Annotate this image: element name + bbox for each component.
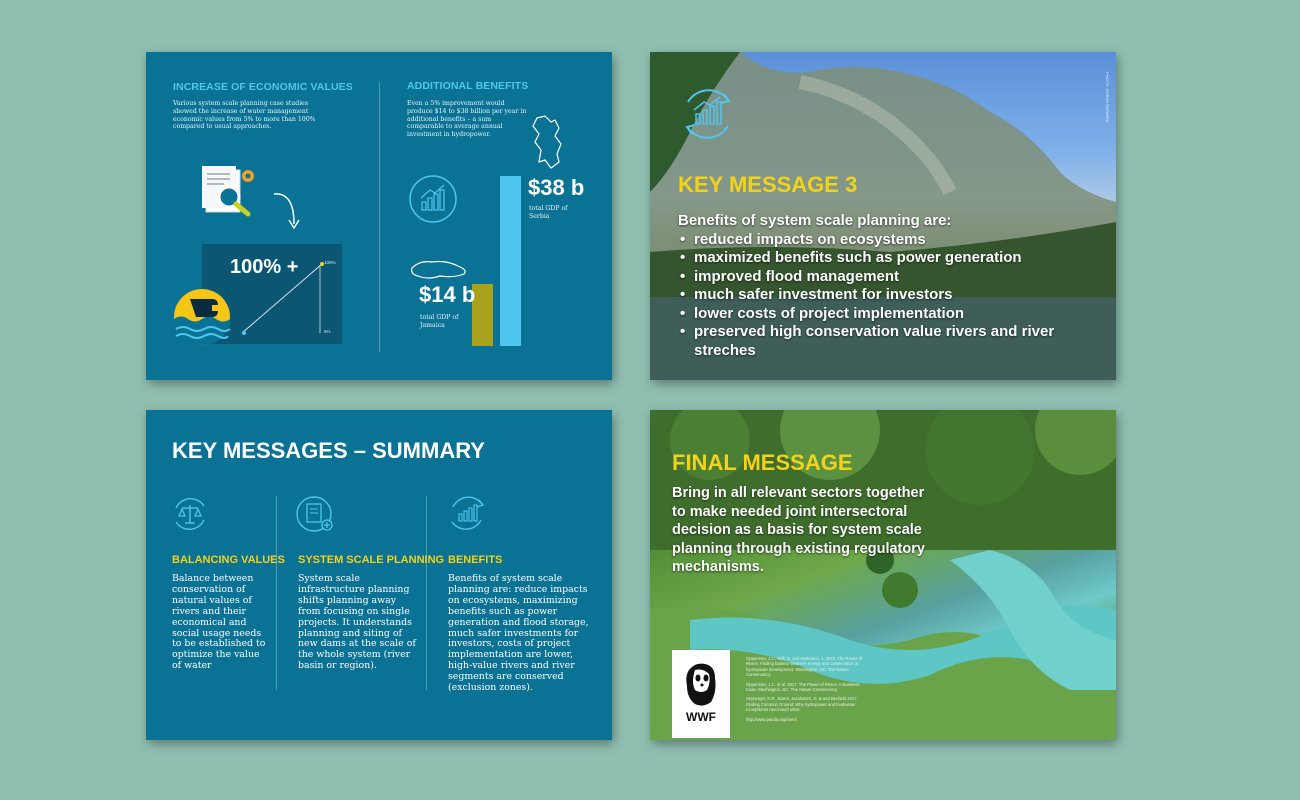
slide-final-message — [650, 410, 1116, 740]
list-item: • preserved high conservation value rivers and river streches — [694, 323, 1098, 360]
bar-jamaica-caption: total GDP of Jamaica — [420, 314, 459, 329]
slide-summary — [146, 410, 612, 740]
scale-balance-icon — [170, 494, 210, 534]
increase-text: Various system scale planning case studies showed the increase of water management economic values from 5% to more than 100% compared to usual approaches. — [173, 100, 316, 131]
benefits-growth-icon — [446, 492, 488, 534]
document-magnifier-icon — [202, 164, 262, 222]
references — [746, 656, 866, 722]
planning-document-icon — [296, 494, 336, 534]
key-message-3-lead: Benefits of system scale planning are: — [678, 212, 952, 229]
chart-top-label: 100% — [324, 260, 336, 265]
growth-circle-icon — [408, 174, 458, 224]
final-message-title: FINAL MESSAGE — [672, 450, 853, 475]
increase-heading: INCREASE OF ECONOMIC VALUES — [173, 81, 353, 93]
list-item: • improved flood management — [694, 268, 1098, 287]
reference-item: Opperman, J.J., et al. 2017. The Power of Rivers: A Business Case. Washington, DC: The Nature Conservancy. — [746, 681, 860, 693]
growth-cycle-icon — [676, 82, 740, 146]
summary-title: KEY MESSAGES – SUMMARY — [172, 438, 485, 463]
bar-serbia-caption: total GDP of Serbia — [529, 205, 568, 220]
list-item: • lower costs of project implementation — [694, 305, 1098, 324]
benefits-text: Benefits of system scale planning are: reduce impacts on ecosystems, maximizing benefits such as power generation and flood storage, much safer investments for investors, costs of project implementation are lower, high-value rivers and river segments are conserved (exclusion zones). — [448, 573, 589, 694]
chart-bottom-label: 5% — [324, 329, 331, 334]
additional-benefits-text: Even a 5% improvement would produce $14 to $38 billion per year in additional benefits – a sum comparable to average annual investment in hydropower. — [407, 100, 527, 139]
bar-serbia — [500, 176, 521, 346]
growth-chart-label: 100% + — [230, 256, 299, 278]
reference-item: Opperman, J.J., Grill, G. and Hartmann, J. 2015. The Power of Rivers: Finding balance between energy and conservation in hydropower development. Washington, DC: The Nature Conservancy. — [746, 656, 863, 678]
summary-divider-2 — [426, 496, 427, 690]
photo-credit: PHOTO: GORAN ŠAFAREK — [1105, 72, 1110, 123]
system-scale-heading: SYSTEM SCALE PLANNING — [298, 554, 445, 566]
benefits-list — [678, 231, 1098, 361]
slide-economic-values — [146, 52, 612, 380]
system-scale-text: System scale infrastructure planning shifts planning away from focusing on single projects. It understands planning and siting of new dams at the scale of the whole system (river basin or region). — [298, 573, 416, 672]
balancing-values-heading: BALANCING VALUES — [172, 554, 285, 566]
serbia-map-icon — [531, 114, 563, 170]
key-message-3-title: KEY MESSAGE 3 — [678, 172, 858, 197]
list-item: • much safer investment for investors — [694, 286, 1098, 305]
bar-jamaica-value: $14 b — [419, 282, 476, 307]
additional-benefits-heading: ADDITIONAL BENEFITS — [407, 80, 529, 92]
wwf-logo-text: WWF — [686, 710, 716, 724]
wwf-logo — [672, 650, 730, 738]
slide-key-message-3 — [650, 52, 1116, 380]
list-item: • maximized benefits such as power generation — [694, 249, 1098, 268]
summary-divider-1 — [276, 496, 277, 690]
benefits-heading: BENEFITS — [448, 554, 503, 566]
key-message-3-body — [678, 212, 1098, 360]
reference-item: Seyberger, K.R., Boers, Jacobssen, D. & and Benfield 2017. Finding Common Ground: Why hydropower and freshwater ecosystems need each other. — [746, 696, 858, 713]
slide1-divider — [379, 82, 380, 352]
panda-icon — [681, 660, 721, 708]
list-item: • reduced impacts on ecosystems — [694, 231, 1098, 250]
wrench-water-icon — [172, 287, 232, 347]
jamaica-map-icon — [410, 256, 470, 282]
final-message-text: Bring in all relevant sectors together to make needed joint intersectoral decision as a basis for system scale planning through existing regulatory mechanisms. — [672, 485, 925, 575]
bar-serbia-value: $38 b — [528, 175, 585, 200]
balancing-values-text: Balance between conservation of natural values of rivers and their economical and social usage needs to be established to optimize the value of water — [172, 573, 266, 672]
reference-link[interactable]: http://www.panda.org/rivers — [746, 716, 797, 722]
curved-arrow-icon — [272, 188, 302, 232]
